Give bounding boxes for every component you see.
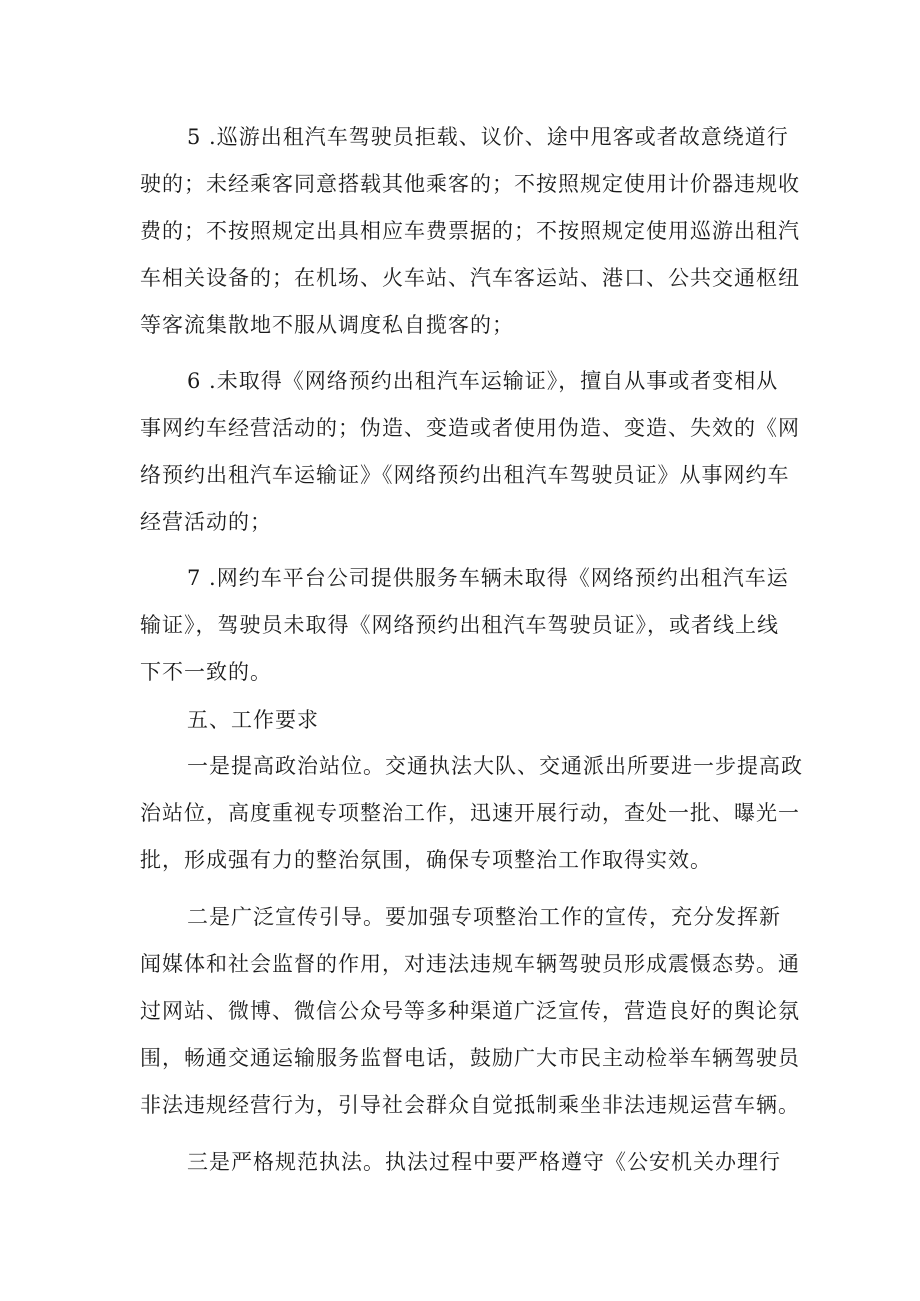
text-line: 费的；不按照规定出具相应车费票据的；不按照规定使用巡游出租汽 <box>140 219 800 243</box>
text-line: 一是提高政治站位。交通执法大队、交通派出所要进一步提高政 <box>187 754 803 778</box>
section-heading: 五、工作要求 <box>187 708 319 732</box>
text-line: 5 .巡游出租汽车驾驶员拒载、议价、途中甩客或者故意绕道行 <box>187 125 789 149</box>
text-line: 围，畅通交通运输服务监督电话，鼓励广大市民主动检举车辆驾驶员 <box>140 1046 800 1070</box>
text-line: 输证》，驾驶员未取得《网络预约出租汽车驾驶员证》，或者线上线 <box>140 613 779 637</box>
text-line: 驶的；未经乘客同意搭载其他乘客的；不按照规定使用计价器违规收 <box>140 172 800 196</box>
text-line: 络预约出租汽车运输证》《网络预约出租汽车驾驶员证》从事网约车 <box>140 463 790 487</box>
text-line: 二是广泛宣传引导。要加强专项整治工作的宣传，充分发挥新 <box>187 905 781 929</box>
text-line: 事网约车经营活动的；伪造、变造或者使用伪造、变造、失效的《网 <box>140 416 800 440</box>
text-line: 批，形成强有力的整治氛围，确保专项整治工作取得实效。 <box>140 848 712 872</box>
text-line: 车相关设备的；在机场、火车站、汽车客运站、港口、公共交通枢纽 <box>140 266 800 290</box>
text-line: 等客流集散地不服从调度私自揽客的； <box>140 313 514 337</box>
text-line: 6 .未取得《网络预约出租汽车运输证》，擅自从事或者变相从 <box>187 369 779 393</box>
text-line: 三是严格规范执法。执法过程中要严格遵守《公安机关办理行 <box>187 1150 781 1174</box>
text-line: 治站位，高度重视专项整治工作，迅速开展行动，查处一批、曝光一 <box>140 801 800 825</box>
text-line: 经营活动的； <box>140 510 272 534</box>
text-line: 下不一致的。 <box>140 660 272 684</box>
text-line: 过网站、微博、微信公众号等多种渠道广泛宣传，营造良好的舆论氛 <box>140 999 800 1023</box>
text-line: 闻媒体和社会监督的作用，对违法违规车辆驾驶员形成震慑态势。通 <box>140 952 800 976</box>
text-line: 非法违规经营行为，引导社会群众自觉抵制乘坐非法违规运营车辆。 <box>140 1093 800 1117</box>
text-line: 7 .网约车平台公司提供服务车辆未取得《网络预约出租汽车运 <box>187 566 789 590</box>
